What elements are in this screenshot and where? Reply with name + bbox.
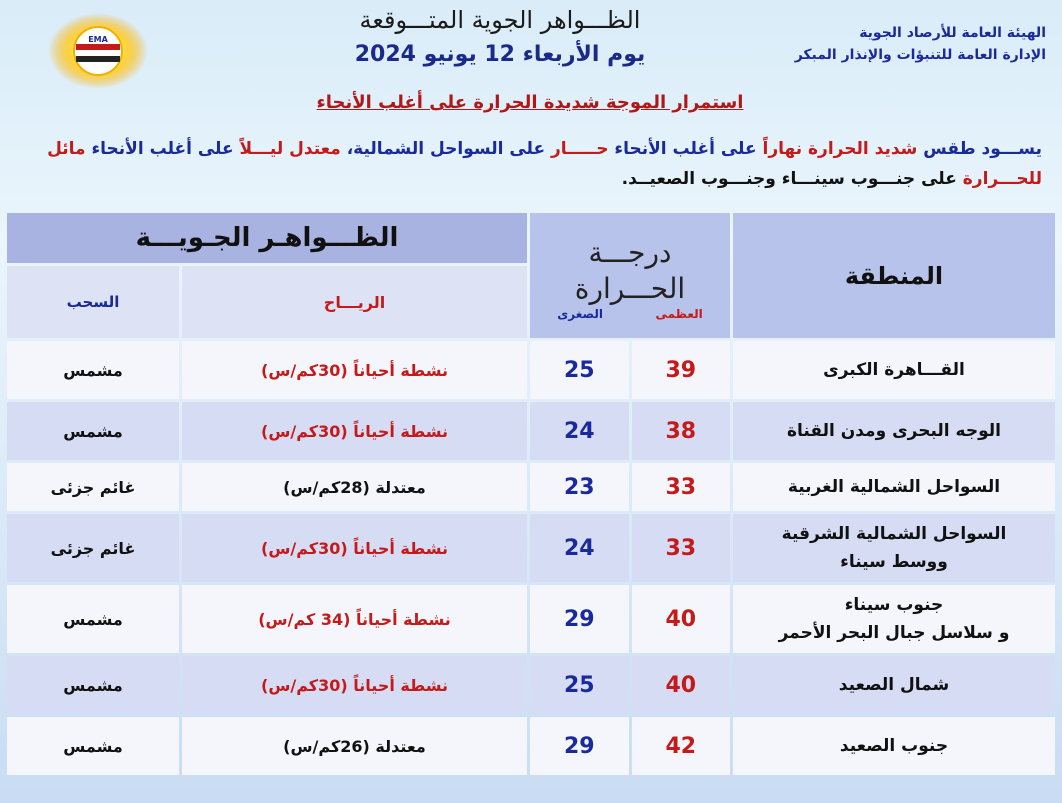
wind-cell: نشطة أحياناً (30كم/س) [182,656,527,714]
clouds-cell: غائم جزئى [7,463,179,511]
region-cell: القـــاهرة الكبرى [733,341,1055,399]
max-temp-label: العظمى [655,306,703,321]
summary-text: على أغلب الأنحاء [614,139,757,159]
clouds-cell: مشمس [7,717,179,775]
forecast-summary [14,134,1042,194]
min-temp-cell: 25 [530,341,629,399]
clouds-column-header: السحب [7,266,179,338]
wind-cell: معتدلة (26كم/س) [182,717,527,775]
min-temp-cell: 24 [530,402,629,460]
summary-text: على السواحل الشمالية، [346,139,546,159]
min-temp-cell: 23 [530,463,629,511]
min-temp-cell: 25 [530,656,629,714]
headline: استمرار الموجة شديدة الحرارة على أغلب الأنحاء [316,92,744,113]
max-temp-cell: 40 [632,585,731,653]
summary-text: مائل للحـــرارة [47,139,1042,189]
min-temp-cell: 29 [530,585,629,653]
clouds-cell: مشمس [7,585,179,653]
table-row [7,656,1055,714]
clouds-cell: مشمس [7,402,179,460]
temperature-column-header [530,213,730,338]
table-row [7,717,1055,775]
max-temp-cell: 42 [632,717,731,775]
svg-text:EMA: EMA [88,35,108,44]
region-cell: السواحل الشمالية الغربية [733,463,1055,511]
table-row [7,514,1055,582]
region-cell: جنوب سيناء و سلاسل جبال البحر الأحمر [733,585,1055,653]
temperature-label: درجـــة الحـــرارة [574,235,686,305]
table-row [7,463,1055,511]
region-cell: السواحل الشمالية الشرقية ووسط سيناء [733,514,1055,582]
phenomena-column-header: الظـــواهـر الجـويـــة [7,213,527,263]
org-line-1: الهيئة العامة للأرصاد الجوية [859,25,1046,41]
summary-text: شديد الحرارة نهاراً [762,139,918,159]
ema-logo [46,12,150,90]
min-temp-label: الصغرى [557,306,603,321]
summary-text: حـــــار [551,139,609,159]
forecast-table [4,210,1058,778]
region-cell: جنوب الصعيد [733,717,1055,775]
table-row [7,341,1055,399]
wind-cell: نشطة أحياناً (34 كم/س) [182,585,527,653]
max-temp-cell: 33 [632,514,731,582]
clouds-cell: مشمس [7,656,179,714]
wind-cell: نشطة أحياناً (30كم/س) [182,341,527,399]
summary-text: معتدل ليـــلاً [239,139,341,159]
clouds-cell: مشمس [7,341,179,399]
region-column-header: المنطقة [733,213,1055,338]
summary-text: يســـود طقس [923,139,1042,159]
wind-cell: نشطة أحياناً (30كم/س) [182,514,527,582]
page-title: الظـــواهر الجوية المتـــوقعة [359,6,641,34]
summary-text: على جنـــوب سينـــاء وجنـــوب الصعيــد. [621,169,957,189]
max-temp-cell: 40 [632,656,731,714]
wind-cell: نشطة أحياناً (30كم/س) [182,402,527,460]
max-temp-cell: 39 [632,341,731,399]
org-line-2: الإدارة العامة للتنبؤات والإنذار المبكر [794,47,1046,63]
summary-text: على أغلب الأنحاء [91,139,234,159]
min-temp-cell: 24 [530,514,629,582]
min-temp-cell: 29 [530,717,629,775]
forecast-date: يوم الأربعاء 12 يونيو 2024 [354,42,646,67]
max-temp-cell: 33 [632,463,731,511]
clouds-cell: غائم جزئى [7,514,179,582]
max-temp-cell: 38 [632,402,731,460]
wind-cell: معتدلة (28كم/س) [182,463,527,511]
organization-name [795,22,1046,66]
region-cell: الوجه البحرى ومدن القناة [733,402,1055,460]
table-row [7,585,1055,653]
wind-column-header: الريـــاح [182,266,527,338]
table-row [7,402,1055,460]
region-cell: شمال الصعيد [733,656,1055,714]
